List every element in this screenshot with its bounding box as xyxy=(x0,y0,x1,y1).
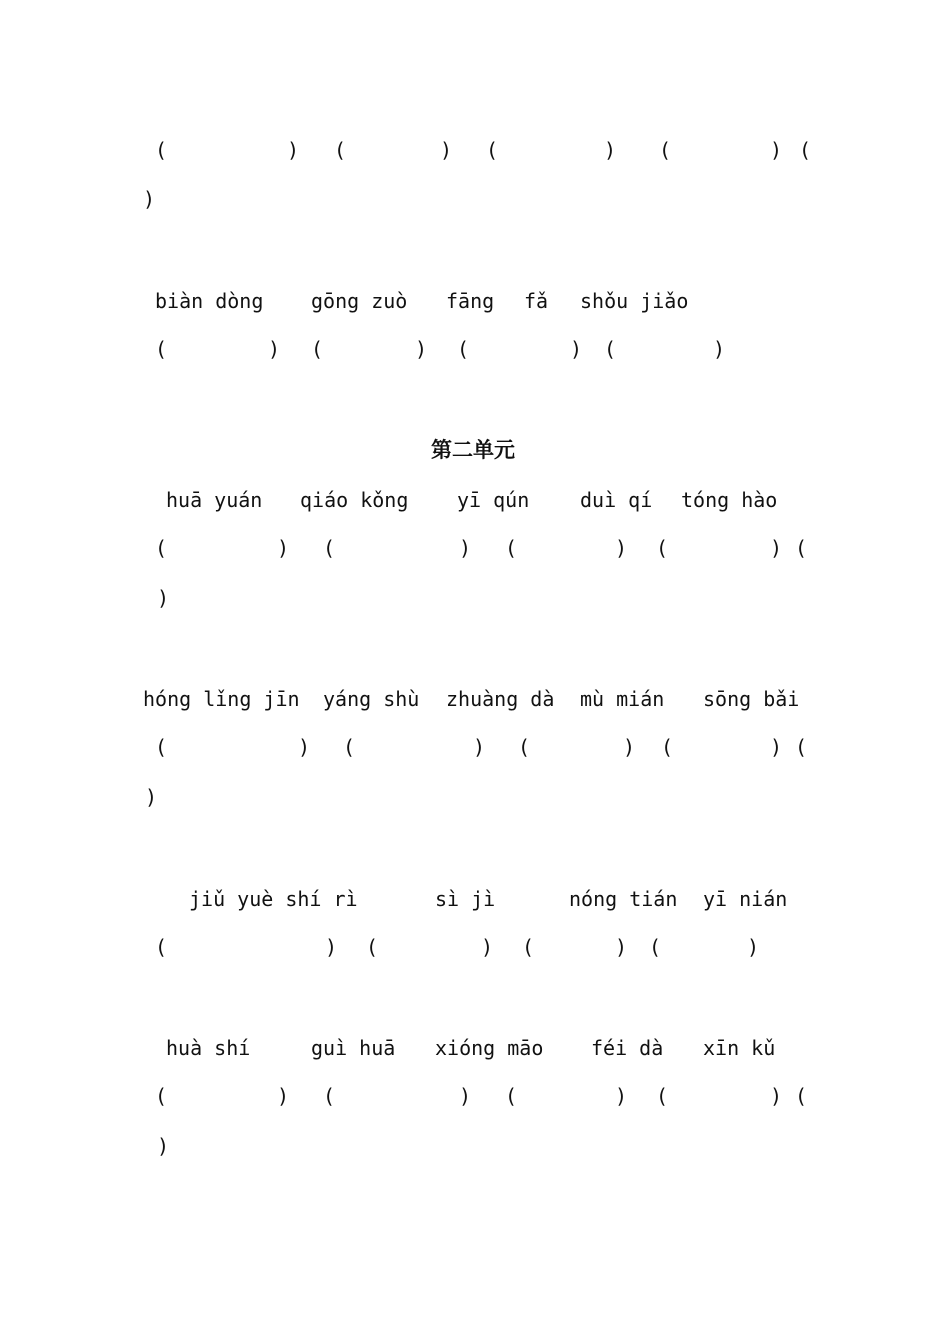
pinyin-word: hóng lǐng jīn xyxy=(143,687,300,711)
paren-open: ( xyxy=(799,138,812,162)
pinyin-word: yī nián xyxy=(703,887,788,911)
paren-open: ( xyxy=(311,337,324,361)
paren-open: ( xyxy=(486,138,499,162)
paren-close: ) xyxy=(747,935,760,959)
paren-close: ) xyxy=(415,337,428,361)
paren-close: ) xyxy=(481,935,494,959)
pinyin-word: sōng bǎi xyxy=(703,687,800,711)
pinyin-word: sì jì xyxy=(435,887,496,911)
paren-open: ( xyxy=(155,337,168,361)
paren-open: ( xyxy=(334,138,347,162)
pinyin-word: yī qún xyxy=(457,488,530,512)
pinyin-word: guì huā xyxy=(311,1036,396,1060)
pinyin-word: fǎ xyxy=(524,289,549,313)
paren-close: ) xyxy=(473,735,486,759)
paren-open: ( xyxy=(155,536,168,560)
paren-open: ( xyxy=(323,536,336,560)
paren-open: ( xyxy=(659,138,672,162)
pinyin-word: huà shí xyxy=(166,1036,251,1060)
paren-close: ) xyxy=(268,337,281,361)
pinyin-word: fāng xyxy=(446,289,495,313)
paren-open: ( xyxy=(656,536,669,560)
pinyin-word: xīn kǔ xyxy=(703,1036,776,1060)
paren-close: ) xyxy=(615,935,628,959)
paren-close: ) xyxy=(623,735,636,759)
paren-close: ) xyxy=(157,1134,170,1158)
pinyin-word: duì qí xyxy=(580,488,653,512)
paren-open: ( xyxy=(795,536,808,560)
pinyin-word: mù mián xyxy=(580,687,665,711)
paren-open: ( xyxy=(155,935,168,959)
paren-open: ( xyxy=(155,735,168,759)
paren-open: ( xyxy=(661,735,674,759)
paren-open: ( xyxy=(649,935,662,959)
paren-open: ( xyxy=(323,1084,336,1108)
pinyin-word: shǒu jiǎo xyxy=(580,289,689,313)
pinyin-word: yáng shù xyxy=(323,687,420,711)
pinyin-word: zhuàng dà xyxy=(446,687,555,711)
paren-close: ) xyxy=(157,586,170,610)
paren-close: ) xyxy=(459,536,472,560)
paren-close: ) xyxy=(277,1084,290,1108)
pinyin-word: xióng māo xyxy=(435,1036,544,1060)
paren-close: ) xyxy=(615,536,628,560)
paren-close: ) xyxy=(713,337,726,361)
paren-close: ) xyxy=(770,138,783,162)
pinyin-word: tóng hào xyxy=(681,488,778,512)
paren-close: ) xyxy=(770,735,783,759)
pinyin-word: biàn dòng xyxy=(155,289,264,313)
paren-open: ( xyxy=(795,735,808,759)
paren-open: ( xyxy=(656,1084,669,1108)
paren-close: ) xyxy=(604,138,617,162)
paren-open: ( xyxy=(457,337,470,361)
paren-close: ) xyxy=(770,1084,783,1108)
paren-open: ( xyxy=(155,138,168,162)
pinyin-word: huā yuán xyxy=(166,488,263,512)
paren-open: ( xyxy=(343,735,356,759)
pinyin-word: nóng tián xyxy=(569,887,678,911)
paren-close: ) xyxy=(615,1084,628,1108)
paren-close: ) xyxy=(277,536,290,560)
paren-close: ) xyxy=(287,138,300,162)
paren-open: ( xyxy=(604,337,617,361)
pinyin-word: jiǔ yuè shí rì xyxy=(189,887,358,911)
pinyin-word: gōng zuò xyxy=(311,289,408,313)
paren-open: ( xyxy=(522,935,535,959)
paren-close: ) xyxy=(145,785,158,809)
paren-close: ) xyxy=(298,735,311,759)
paren-close: ) xyxy=(770,536,783,560)
paren-open: ( xyxy=(518,735,531,759)
paren-open: ( xyxy=(505,1084,518,1108)
pinyin-word: féi dà xyxy=(591,1036,664,1060)
section-title: 第二单元 xyxy=(431,438,515,462)
paren-close: ) xyxy=(325,935,338,959)
paren-open: ( xyxy=(155,1084,168,1108)
paren-open: ( xyxy=(505,536,518,560)
paren-close: ) xyxy=(459,1084,472,1108)
paren-open: ( xyxy=(795,1084,808,1108)
paren-open: ( xyxy=(366,935,379,959)
pinyin-word: qiáo kǒng xyxy=(300,488,409,512)
paren-close: ) xyxy=(570,337,583,361)
paren-close: ) xyxy=(440,138,453,162)
paren-close: ) xyxy=(143,187,156,211)
